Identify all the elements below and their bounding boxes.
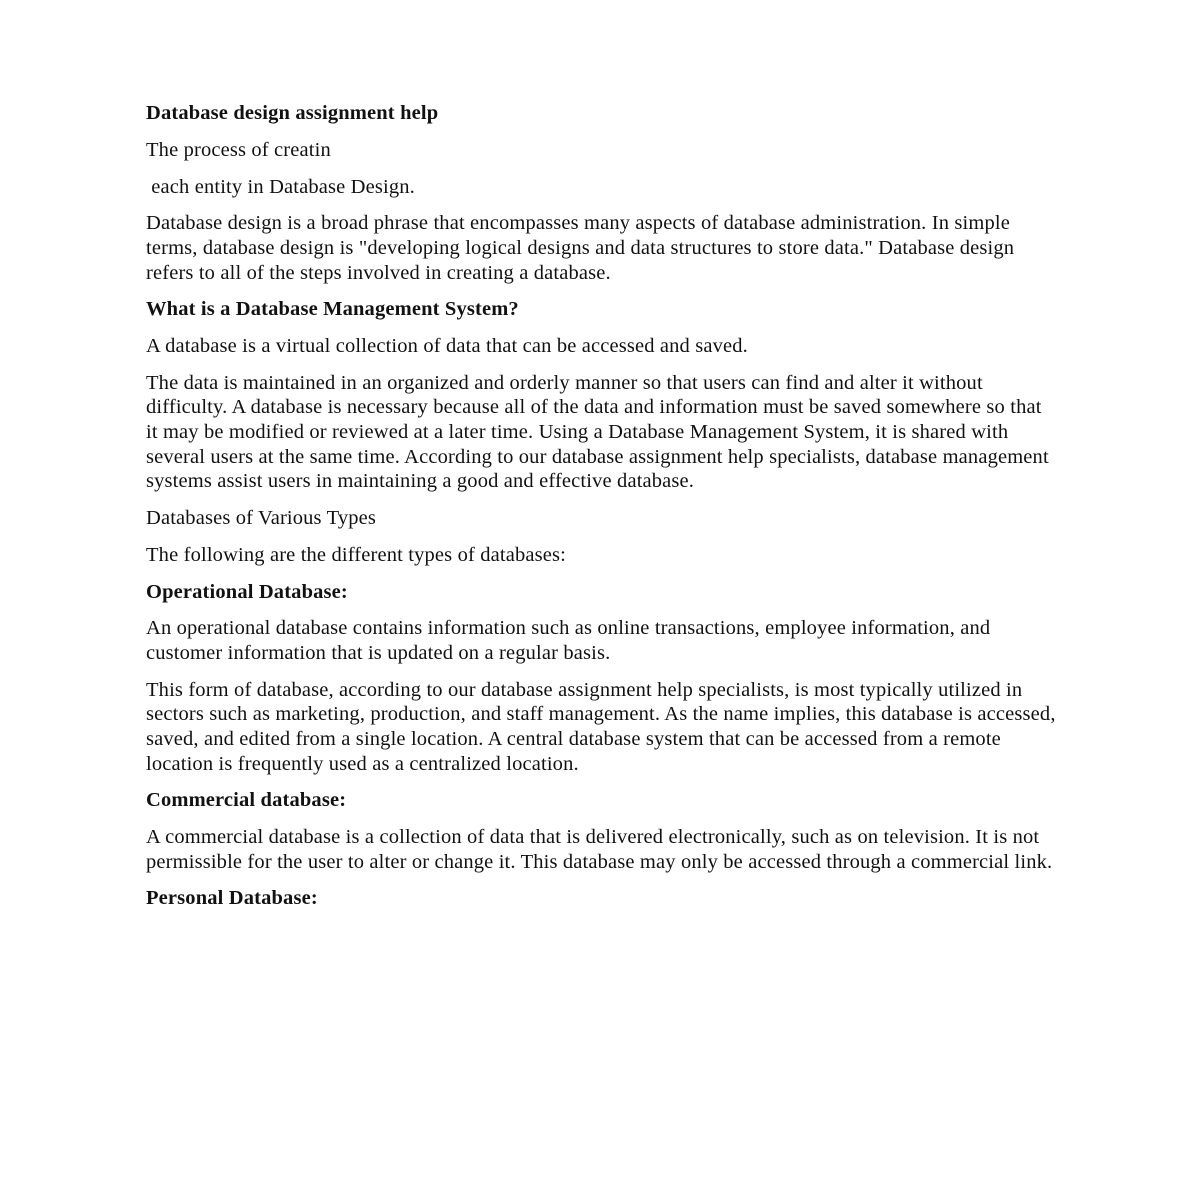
personal-heading: Personal Database: (146, 887, 318, 910)
operational-paragraph-2: This form of database, according to our database assignment help specialists, is most typically utilized in sectors such as marketing, production, and staff management. As the name implies, this database is accessed, saved, and edited from a single location. A central database system that can be accessed from a remote location is frequently used as a centralized location. (146, 678, 1056, 775)
dbms-heading: What is a Database Management System? (146, 298, 519, 321)
commercial-heading: Commercial database: (146, 789, 347, 812)
document-page (146, 101, 1056, 923)
commercial-paragraph: A commercial database is a collection of data that is delivered electronically, such as on television. It is not permissible for the user to alter or change it. This database may only be accessed through a commercial link. (146, 826, 1053, 873)
types-intro: The following are the different types of databases: (146, 543, 566, 566)
intro-fragment: The process of creatin (146, 138, 331, 161)
document-title: Database design assignment help (146, 102, 439, 124)
intro-paragraph: Database design is a broad phrase that encompasses many aspects of database administration. In simple terms, database design is "developing logical designs and data structures to store data." Database design refers to all of the steps involved in creating a database. (146, 212, 1015, 284)
dbms-paragraph: The data is maintained in an organized and orderly manner so that users can find and alter it without difficulty. A database is necessary because all of the data and information must be saved somewhere so that it may be modified or reviewed at a later time. Using a Database Management System, it is shared with several users at the same time. According to our database assignment help specialists, database management systems assist users in maintaining a good and effective database. (146, 371, 1049, 493)
operational-heading: Operational Database: (146, 580, 348, 603)
intro-fragment-continued: each entity in Database Design. (146, 175, 415, 198)
types-heading: Databases of Various Types (146, 507, 377, 530)
dbms-definition: A database is a virtual collection of data that can be accessed and saved. (146, 335, 748, 358)
operational-paragraph-1: An operational database contains information such as online transactions, employee information, and customer information that is updated on a regular basis. (146, 617, 991, 664)
